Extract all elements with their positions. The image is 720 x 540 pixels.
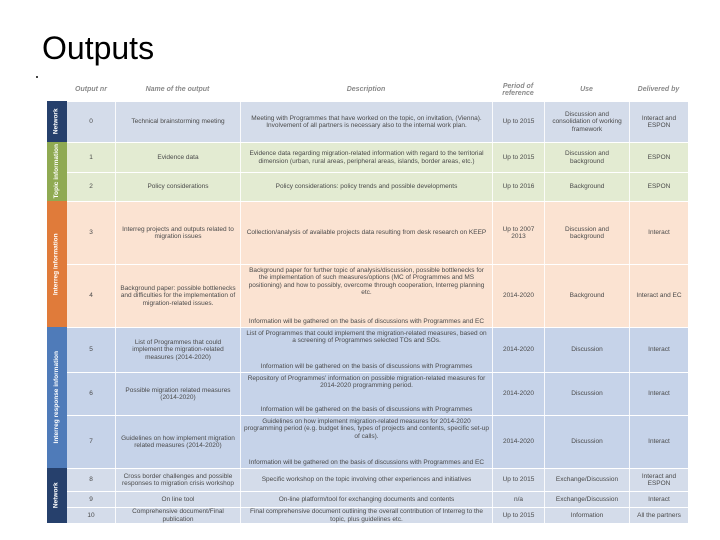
outputs-table xyxy=(47,78,688,523)
output-name: Guidelines on how implement migration related measures (2014-2020) xyxy=(115,416,240,468)
output-period: n/a xyxy=(492,492,544,507)
group-interreg-information xyxy=(47,201,688,327)
group-network-bottom xyxy=(47,468,688,523)
output-nr: 4 xyxy=(89,292,93,300)
output-description: Guidelines on how implement migration-related measures for 2014-2020 programming period (e.g. budget lines, types of projects and contents, specific set-up of calls). xyxy=(244,418,489,440)
output-period: 2014-2020 xyxy=(492,416,544,468)
output-name: Policy considerations xyxy=(115,173,240,201)
output-name: Technical brainstorming meeting xyxy=(115,102,240,142)
output-nr: 10 xyxy=(87,511,95,519)
output-description: Specific workshop on the topic involving other experiences and initiatives xyxy=(240,469,492,491)
output-nr: 7 xyxy=(89,438,93,446)
output-period: Up to 2015 xyxy=(492,102,544,142)
output-delivered-by: Interact xyxy=(629,492,688,507)
output-delivered-by: All the partners xyxy=(629,508,688,523)
output-name: Possible migration related measures (2014-2020) xyxy=(115,373,240,415)
output-description-note: Information will be gathered on the basis of discussions with Programmes xyxy=(260,362,473,370)
output-period: 2014-2020 xyxy=(492,373,544,415)
output-name: Evidence data xyxy=(115,143,240,172)
table-row xyxy=(67,372,688,415)
output-use: Exchange/Discussion xyxy=(544,469,629,491)
output-use: Discussion and background xyxy=(544,143,629,172)
header-period: Period of reference xyxy=(502,82,534,97)
header-delivered-by: Delivered by xyxy=(637,86,680,94)
output-nr: 2 xyxy=(89,183,93,191)
output-nr: 9 xyxy=(89,495,93,503)
output-delivered-by: Interact xyxy=(629,416,688,468)
output-description: Final comprehensive document outlining the overall contribution of Interreg to the topic, plus guidelines etc. xyxy=(240,508,492,523)
output-nr: 0 xyxy=(89,118,93,126)
output-period: Up to 2016 xyxy=(492,173,544,201)
output-description: Background paper for further topic of analysis/discussion, possible bottlenecks for the implementation of such measures/options (MC of Programmes and MS positioning) and how to possibly, overcome through cooperation, Interreg planning etc. xyxy=(248,267,485,297)
output-nr: 3 xyxy=(89,229,93,237)
output-period: Up to 2015 xyxy=(492,143,544,172)
output-description: List of Programmes that could implement the migration-related measures, based on a screening of Programmes selected TOs and SOs. xyxy=(246,330,487,345)
output-delivered-by: ESPON xyxy=(629,173,688,201)
output-description-cell xyxy=(240,373,492,415)
output-use: Discussion xyxy=(544,416,629,468)
output-description-cell xyxy=(240,265,492,327)
group-label-network: Network xyxy=(47,101,67,142)
output-period: Up to 2015 xyxy=(492,469,544,491)
bullet-mark xyxy=(36,76,38,78)
output-nr: 8 xyxy=(89,476,93,484)
output-description: Policy considerations: policy trends and possible developments xyxy=(240,173,492,201)
output-description-note: Information will be gathered on the basis of discussions with Programmes xyxy=(260,405,473,413)
output-name: List of Programmes that could implement the migration-related measures (2014-2020) xyxy=(115,328,240,372)
output-description: Collection/analysis of available projects data resulting from desk research on KEEP xyxy=(240,202,492,264)
output-delivered-by: Interact and ESPON xyxy=(629,102,688,142)
output-nr: 6 xyxy=(89,390,93,398)
output-period: 2014-2020 xyxy=(492,265,544,327)
table-row xyxy=(67,101,688,142)
table-row xyxy=(67,264,688,327)
group-topic-information xyxy=(47,142,688,201)
output-delivered-by: Interact xyxy=(629,328,688,372)
table-row xyxy=(67,142,688,172)
output-delivered-by: Interact and ESPON xyxy=(629,469,688,491)
output-name: Comprehensive document/Final publication xyxy=(115,508,240,523)
output-nr: 1 xyxy=(89,153,93,161)
group-label-topic-information: Topic information xyxy=(47,142,67,201)
table-row xyxy=(67,507,688,523)
group-interreg-response-information xyxy=(47,327,688,468)
output-use: Discussion and background xyxy=(544,202,629,264)
table-header xyxy=(67,78,688,101)
output-description-note: Information will be gathered on the basis of discussions with Programmes and EC xyxy=(248,317,485,325)
header-use: Use xyxy=(580,86,593,94)
output-delivered-by: ESPON xyxy=(629,143,688,172)
group-label-interreg-response-information: Interreg response information xyxy=(47,327,67,468)
output-use: Discussion xyxy=(544,373,629,415)
output-use: Background xyxy=(544,265,629,327)
output-description-note: Information will be gathered on the basis of discussions with Programmes and EC xyxy=(248,458,485,466)
output-delivered-by: Interact xyxy=(629,373,688,415)
output-name: Interreg projects and outputs related to migration issues xyxy=(115,202,240,264)
output-description-cell xyxy=(240,328,492,372)
output-use: Exchange/Discussion xyxy=(544,492,629,507)
header-output-nr: Output nr xyxy=(75,86,107,94)
output-description-cell xyxy=(240,416,492,468)
output-use: Background xyxy=(544,173,629,201)
output-period: 2014-2020 xyxy=(492,328,544,372)
output-use: Discussion and consolidation of working framework xyxy=(544,102,629,142)
output-description: Repository of Programmes' information on possible migration-related measures for 2014-2020 programming period. xyxy=(247,375,486,390)
output-delivered-by: Interact xyxy=(629,202,688,264)
output-description: On-line platform/tool for exchanging documents and contents xyxy=(240,492,492,507)
table-row xyxy=(67,201,688,264)
table-row xyxy=(67,415,688,468)
table-row xyxy=(67,468,688,491)
group-label-interreg-information: Interreg information xyxy=(47,201,67,327)
table-row xyxy=(67,327,688,372)
output-name: Cross border challenges and possible responses to migration crisis workshop xyxy=(115,469,240,491)
output-period: Up to 2007 2013 xyxy=(492,202,544,264)
output-use: Discussion xyxy=(544,328,629,372)
table-row xyxy=(67,172,688,201)
output-name: On line tool xyxy=(115,492,240,507)
group-network-top xyxy=(47,101,688,142)
header-description: Description xyxy=(346,86,386,94)
output-nr: 5 xyxy=(89,346,93,354)
output-use: Information xyxy=(544,508,629,523)
header-name: Name of the output xyxy=(145,86,210,94)
output-description: Meeting with Programmes that have worked on the topic, on invitation, (Vienna). Involvement of all partners is necessary also to the internal work plan. xyxy=(240,102,492,142)
group-label-network: Network xyxy=(47,468,67,523)
output-period: Up to 2015 xyxy=(492,508,544,523)
slide-title: Outputs xyxy=(42,30,155,66)
table-row xyxy=(67,491,688,507)
output-name: Background paper: possible bottlenecks and difficulties for the implementation of migration-related issues. xyxy=(115,265,240,327)
output-delivered-by: Interact and EC xyxy=(629,265,688,327)
output-description: Evidence data regarding migration-related information with regard to the territorial dimension (urban, rural areas, peripheral areas, islands, border areas, etc.) xyxy=(240,143,492,172)
